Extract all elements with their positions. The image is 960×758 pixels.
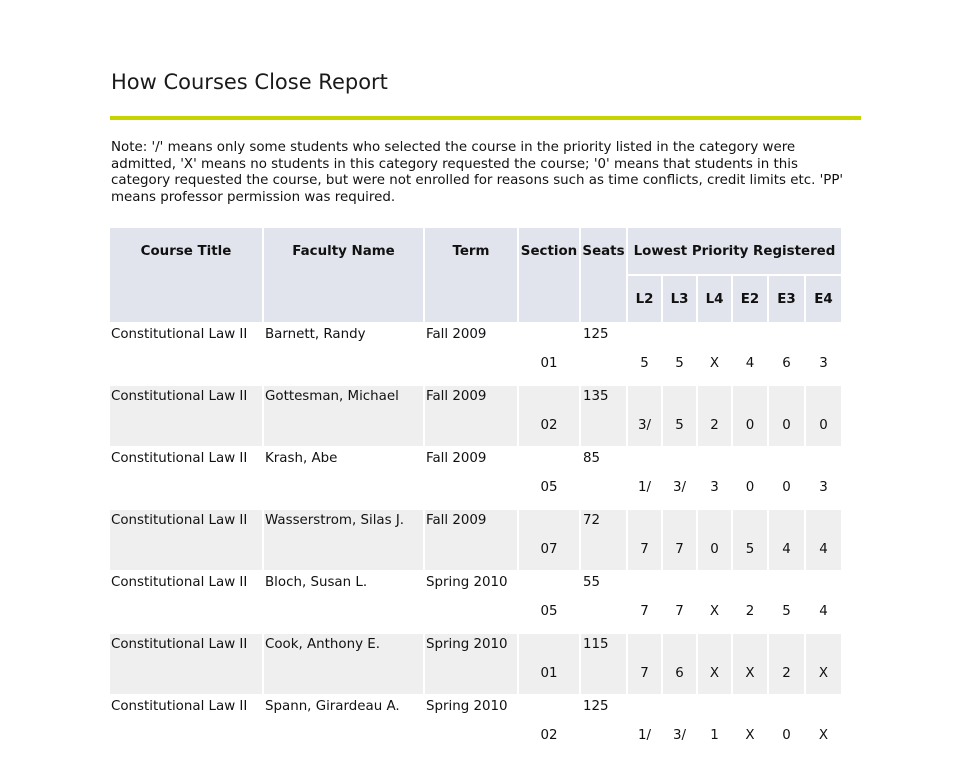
table-row xyxy=(110,634,841,694)
table-row xyxy=(110,572,841,632)
cell-course: Constitutional Law II xyxy=(110,448,262,508)
cell-seats: 135 xyxy=(581,386,626,446)
cell-section: 02 xyxy=(519,386,579,446)
table-row xyxy=(110,510,841,570)
cell-faculty: Cook, Anthony E. xyxy=(264,634,423,694)
cell-e2: 0 xyxy=(733,386,767,446)
cell-section: 05 xyxy=(519,572,579,632)
cell-term: Fall 2009 xyxy=(425,448,517,508)
cell-faculty: Wasserstrom, Silas J. xyxy=(264,510,423,570)
cell-e2: 4 xyxy=(733,324,767,384)
cell-term: Spring 2010 xyxy=(425,634,517,694)
cell-seats: 115 xyxy=(581,634,626,694)
cell-l2: 5 xyxy=(628,324,661,384)
cell-e2: 5 xyxy=(733,510,767,570)
cell-e3: 0 xyxy=(769,696,804,756)
table-row xyxy=(110,386,841,446)
cell-section: 01 xyxy=(519,634,579,694)
header-e2: E2 xyxy=(733,276,767,322)
cell-l3: 5 xyxy=(663,324,696,384)
header-row xyxy=(110,228,841,274)
header-seats: Seats xyxy=(581,228,626,322)
cell-faculty: Barnett, Randy xyxy=(264,324,423,384)
cell-l2: 3/ xyxy=(628,386,661,446)
cell-l4: 0 xyxy=(698,510,731,570)
cell-l4: X xyxy=(698,634,731,694)
cell-course: Constitutional Law II xyxy=(110,572,262,632)
cell-term: Fall 2009 xyxy=(425,324,517,384)
cell-e3: 5 xyxy=(769,572,804,632)
cell-seats: 125 xyxy=(581,696,626,756)
cell-l4: X xyxy=(698,572,731,632)
table-row xyxy=(110,448,841,508)
cell-e3: 0 xyxy=(769,448,804,508)
cell-course: Constitutional Law II xyxy=(110,386,262,446)
header-e3: E3 xyxy=(769,276,804,322)
header-course-title: Course Title xyxy=(110,228,262,322)
course-close-table xyxy=(108,226,843,758)
page-title: How Courses Close Report xyxy=(111,70,388,94)
cell-seats: 125 xyxy=(581,324,626,384)
cell-l2: 7 xyxy=(628,510,661,570)
cell-course: Constitutional Law II xyxy=(110,324,262,384)
cell-l4: 2 xyxy=(698,386,731,446)
cell-e3: 0 xyxy=(769,386,804,446)
cell-l3: 3/ xyxy=(663,696,696,756)
cell-l3: 5 xyxy=(663,386,696,446)
cell-e2: 2 xyxy=(733,572,767,632)
header-l4: L4 xyxy=(698,276,731,322)
table-row xyxy=(110,324,841,384)
header-faculty-name: Faculty Name xyxy=(264,228,423,322)
cell-l2: 1/ xyxy=(628,448,661,508)
title-divider xyxy=(110,116,861,120)
header-section: Section xyxy=(519,228,579,322)
cell-e2: X xyxy=(733,696,767,756)
cell-course: Constitutional Law II xyxy=(110,510,262,570)
cell-e4: X xyxy=(806,696,841,756)
cell-course: Constitutional Law II xyxy=(110,696,262,756)
table-row xyxy=(110,696,841,756)
cell-l4: 3 xyxy=(698,448,731,508)
cell-e3: 4 xyxy=(769,510,804,570)
cell-term: Spring 2010 xyxy=(425,572,517,632)
cell-seats: 55 xyxy=(581,572,626,632)
cell-e4: 3 xyxy=(806,448,841,508)
cell-e2: X xyxy=(733,634,767,694)
cell-l4: 1 xyxy=(698,696,731,756)
cell-e4: 4 xyxy=(806,572,841,632)
cell-e4: 3 xyxy=(806,324,841,384)
cell-l2: 7 xyxy=(628,634,661,694)
header-l3: L3 xyxy=(663,276,696,322)
cell-course: Constitutional Law II xyxy=(110,634,262,694)
legend-note: Note: '/' means only some students who selected the course in the priority listed in the category were admitted, 'X' means no students in this category requested the course; '0' means that students in this category requested the course, but were not enrolled for reasons such as time conflicts, credit limits etc. 'PP' means professor permission was required. xyxy=(111,140,844,205)
header-l2: L2 xyxy=(628,276,661,322)
cell-seats: 85 xyxy=(581,448,626,508)
cell-faculty: Krash, Abe xyxy=(264,448,423,508)
cell-e4: 0 xyxy=(806,386,841,446)
cell-e4: X xyxy=(806,634,841,694)
cell-l3: 6 xyxy=(663,634,696,694)
cell-faculty: Bloch, Susan L. xyxy=(264,572,423,632)
cell-e2: 0 xyxy=(733,448,767,508)
header-e4: E4 xyxy=(806,276,841,322)
header-lowest-priority: Lowest Priority Registered xyxy=(628,228,841,274)
cell-faculty: Spann, Girardeau A. xyxy=(264,696,423,756)
cell-l4: X xyxy=(698,324,731,384)
cell-term: Spring 2010 xyxy=(425,696,517,756)
cell-term: Fall 2009 xyxy=(425,510,517,570)
cell-l3: 7 xyxy=(663,572,696,632)
cell-section: 02 xyxy=(519,696,579,756)
cell-section: 01 xyxy=(519,324,579,384)
cell-e3: 6 xyxy=(769,324,804,384)
cell-l3: 7 xyxy=(663,510,696,570)
cell-l3: 3/ xyxy=(663,448,696,508)
cell-section: 05 xyxy=(519,448,579,508)
header-term: Term xyxy=(425,228,517,322)
cell-e3: 2 xyxy=(769,634,804,694)
cell-faculty: Gottesman, Michael xyxy=(264,386,423,446)
cell-section: 07 xyxy=(519,510,579,570)
cell-seats: 72 xyxy=(581,510,626,570)
cell-l2: 1/ xyxy=(628,696,661,756)
cell-e4: 4 xyxy=(806,510,841,570)
cell-l2: 7 xyxy=(628,572,661,632)
cell-term: Fall 2009 xyxy=(425,386,517,446)
